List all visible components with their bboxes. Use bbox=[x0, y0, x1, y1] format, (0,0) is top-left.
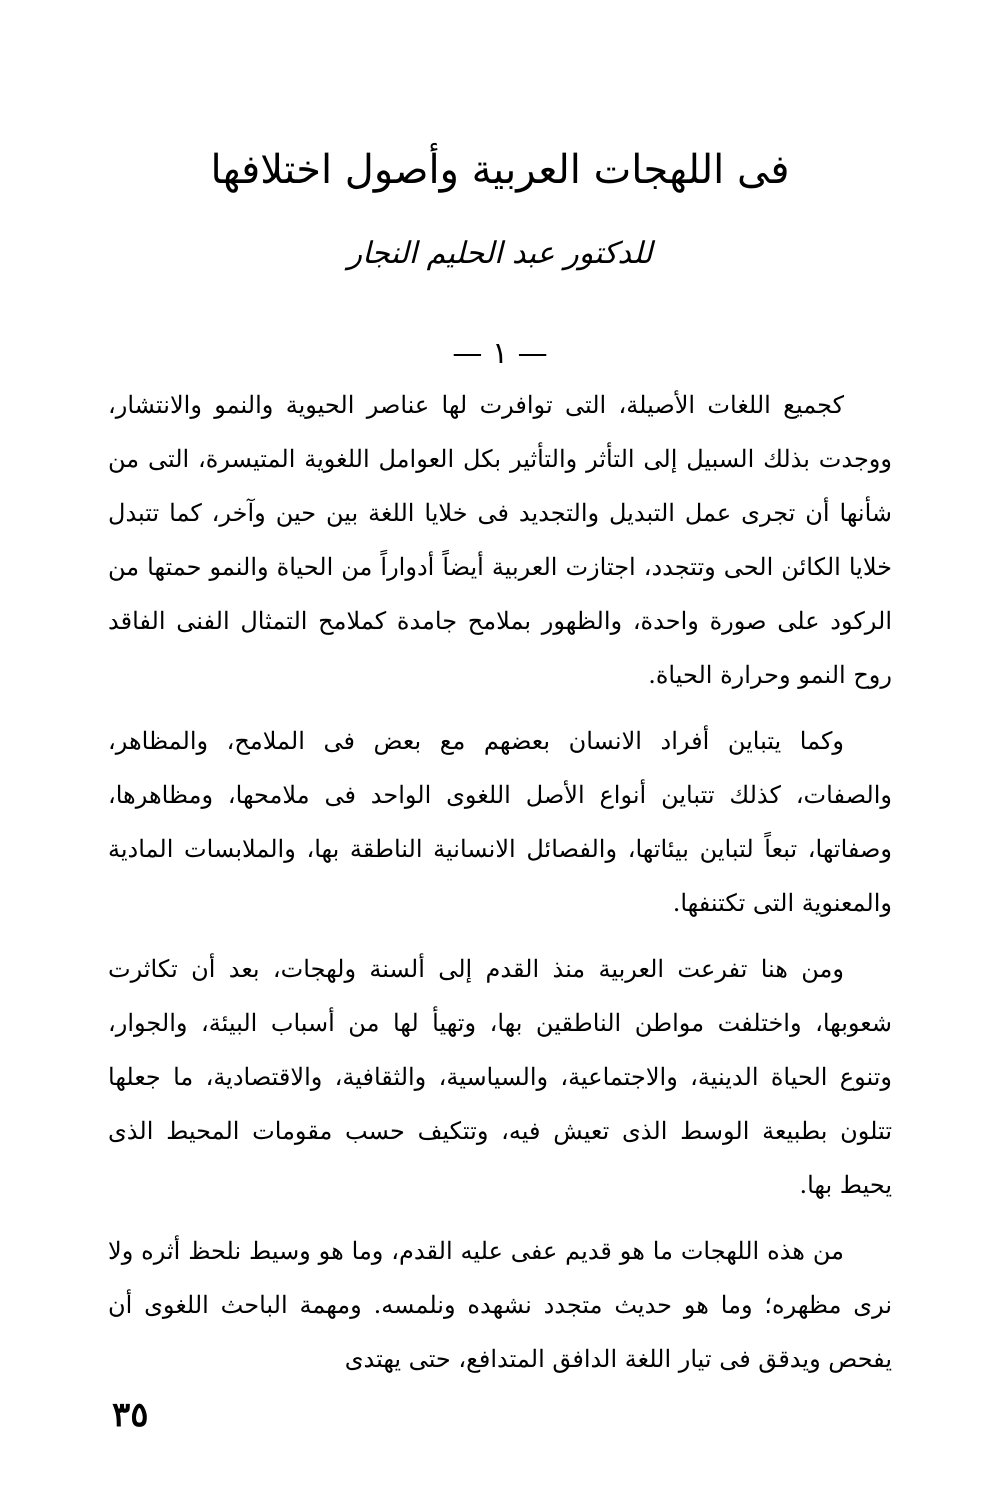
article-title: فى اللهجات العربية وأصول اختلافها bbox=[210, 147, 790, 193]
article-body bbox=[108, 378, 892, 1386]
section-number: — ١ — bbox=[452, 336, 548, 371]
paragraph: وكما يتباين أفراد الانسان بعضهم مع بعض فى الملامح، والمظاهر، والصفات، كذلك تتباين أنواع الأصل اللغوى الواحد فى ملامحها، ومظاهرها، وصفاتها، تبعاً لتباين بيئاتها، والفصائل الانسانية الناطقة بها، والملابسات المادية والمعنوية التى تكتنفها. bbox=[108, 727, 892, 917]
paragraph: من هذه اللهجات ما هو قديم عفى عليه القدم، وما هو وسيط نلحظ أثره ولا نرى مظهره؛ وما هو حديث متجدد نشهده ونلمسه. ومهمة الباحث اللغوى أن يفحص ويدقق فى تيار اللغة الدافق المتدافع، حتى يهتدى bbox=[108, 1237, 892, 1373]
author-byline: للدكتور عبد الحليم النجار bbox=[347, 236, 653, 271]
page-number: ٣٥ bbox=[112, 1395, 149, 1435]
paragraph: كجميع اللغات الأصيلة، التى توافرت لها عناصر الحيوية والنمو والانتشار، ووجدت بذلك السبيل إلى التأثر والتأثير بكل العوامل اللغوية المتيسرة، التى من شأنها أن تجرى عمل التبديل والتجديد فى خلايا اللغة بين حين وآخر، كما تتبدل خلايا الكائن الحى وتتجدد، اجتازت العربية أيضاً أدواراً من الحياة والنمو حمتها من الركود على صورة واحدة، والظهور بملامح جامدة كملامح التمثال الفنى الفاقد روح النمو وحرارة الحياة. bbox=[108, 391, 892, 689]
paragraph: ومن هنا تفرعت العربية منذ القدم إلى ألسنة ولهجات، بعد أن تكاثرت شعوبها، واختلفت مواطن الناطقين بها، وتهيأ لها من أسباب البيئة، والجوار، وتنوع الحياة الدينية، والاجتماعية، والسياسية، والثقافية، والاقتصادية، ما جعلها تتلون بطبيعة الوسط الذى تعيش فيه، وتتكيف حسب مقومات المحيط الذى يحيط بها. bbox=[108, 955, 892, 1199]
